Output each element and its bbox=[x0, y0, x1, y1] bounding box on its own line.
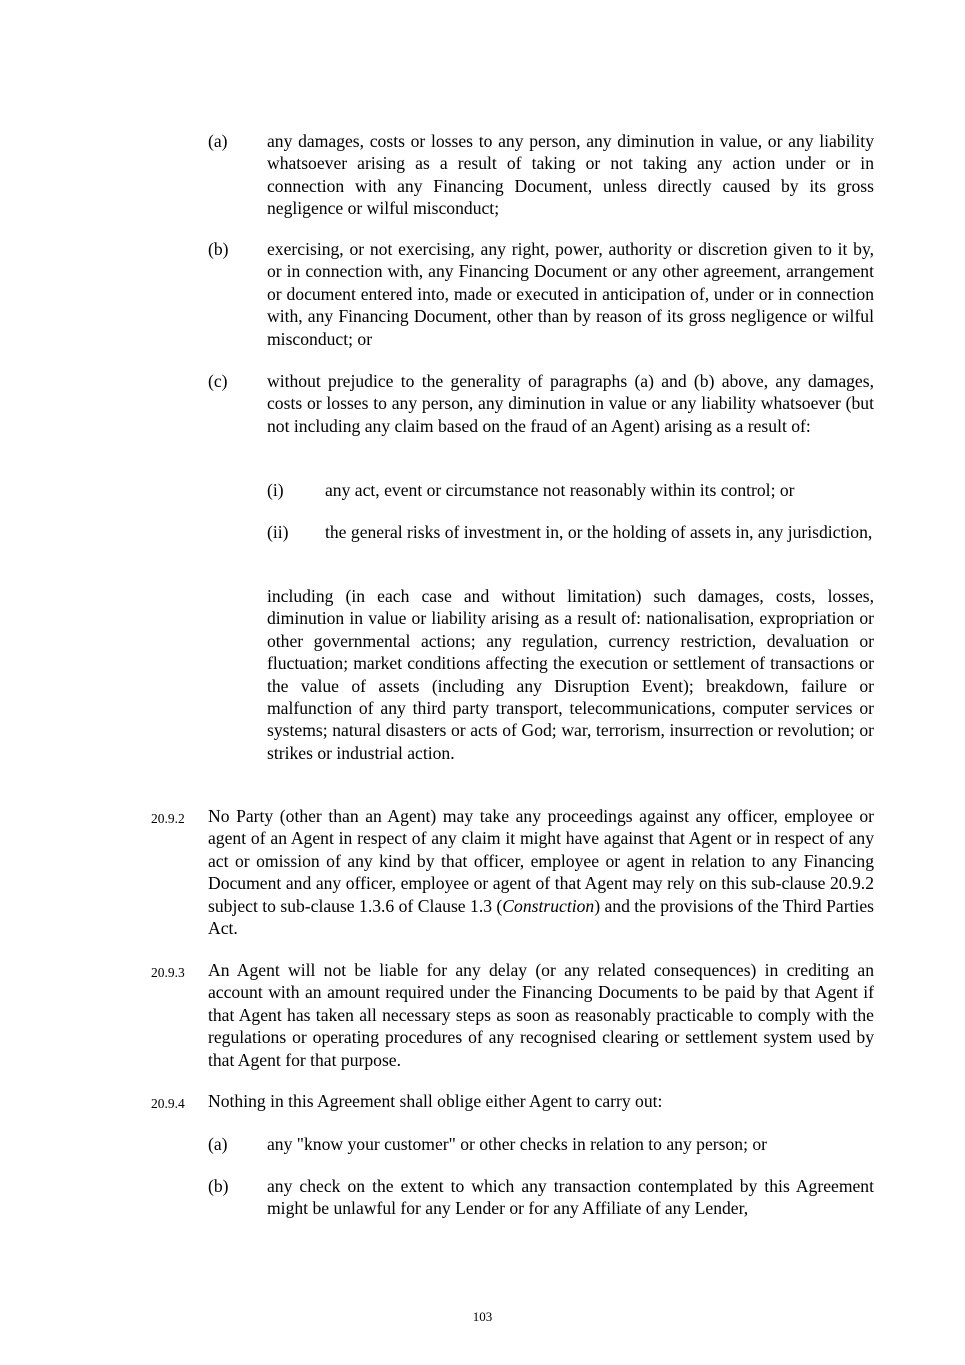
subparagraph-i-text: any act, event or circumstance not reasonably within its control; or bbox=[325, 480, 795, 500]
page-number: 103 bbox=[472, 1309, 493, 1324]
clause-20-9-2-text-before: No Party (other than an Agent) may take any proceedings against any officer, employee or agent of an Agent in respect of any claim it might have against that Agent or in respect of any act or omission of any kind by that officer, employee or agent in relation to any Financing Document and any officer, employee or agent of that Agent may rely on this sub-clause 20.9.2 subject to sub-clause 1.3.6 of Clause 1.3 ( bbox=[208, 806, 874, 916]
construction-reference: Construction bbox=[502, 895, 595, 916]
paragraph-a-2-text: any "know your customer" or other checks in relation to any person; or bbox=[267, 1134, 768, 1154]
paragraph-label-b: (b) bbox=[208, 239, 229, 259]
paragraph-label-a: (a) bbox=[208, 131, 228, 151]
subparagraph-ii-text: the general risks of investment in, or the holding of assets in, any jurisdiction, bbox=[325, 522, 873, 542]
clause-20-9-3-text: An Agent will not be liable for any delay (or any related consequences) in crediting an account with an amount required under the Financing Documents to be paid by that Agent if that Agent has taken all necessary steps as soon as reasonably practicable to comply with the regulations or operating procedures of any recognised clearing or settlement system used by that Agent for that purpose. bbox=[208, 960, 874, 1070]
clause-20-9-2-text bbox=[208, 805, 874, 939]
subparagraph-label-ii: (ii) bbox=[267, 522, 289, 542]
paragraph-label-b-2: (b) bbox=[208, 1176, 229, 1196]
including-paragraph: including (in each case and without limitation) such damages, costs, losses, diminution in value or liability arising as a result of: nationalisation, expropriation or other governmental actions; any regulation, currency restriction, devaluation or fluctuation; market conditions affecting the execution or settlement of transactions or the value of assets (including any Disruption Event); breakdown, failure or malfunction of any third party transport, telecommunications, computer services or systems; natural disasters or acts of God; war, terrorism, insurrection or revolution; or strikes or industrial action. bbox=[267, 586, 874, 763]
paragraph-b-2-text: any check on the extent to which any transaction contemplated by this Agreement might be unlawful for any Lender or for any Affiliate of any Lender, bbox=[267, 1176, 874, 1219]
paragraph-c-text: without prejudice to the generality of paragraphs (a) and (b) above, any damages, costs or losses to any person, any diminution in value or any liability whatsoever (but not including any claim based on the fraud of an Agent) arising as a result of: bbox=[267, 371, 874, 436]
paragraph-label-a-2: (a) bbox=[208, 1134, 228, 1154]
paragraph-a-text: any damages, costs or losses to any person, any diminution in value, or any liability whatsoever arising as a result of taking or not taking any action under or in connection with any Financing Document, unless directly caused by its gross negligence or wilful misconduct; bbox=[267, 131, 874, 219]
paragraph-label-c: (c) bbox=[208, 371, 228, 391]
clause-number-20-9-3: 20.9.3 bbox=[151, 965, 185, 980]
clause-number-20-9-2: 20.9.2 bbox=[151, 811, 185, 826]
clause-number-20-9-4: 20.9.4 bbox=[151, 1096, 185, 1111]
clause-20-9-2-text-after: ) and the provisions of the Third Parties Act. bbox=[208, 895, 874, 939]
subparagraph-label-i: (i) bbox=[267, 480, 284, 500]
clause-20-9-4-text: Nothing in this Agreement shall oblige either Agent to carry out: bbox=[208, 1091, 663, 1111]
paragraph-b-text: exercising, or not exercising, any right, power, authority or discretion given to it by, or in connection with, any Financing Document or any other agreement, arrangement or document entered into, made or executed in anticipation of, under or in connection with, any Financing Document, other than by reason of its gross negligence or wilful misconduct; or bbox=[267, 239, 874, 349]
